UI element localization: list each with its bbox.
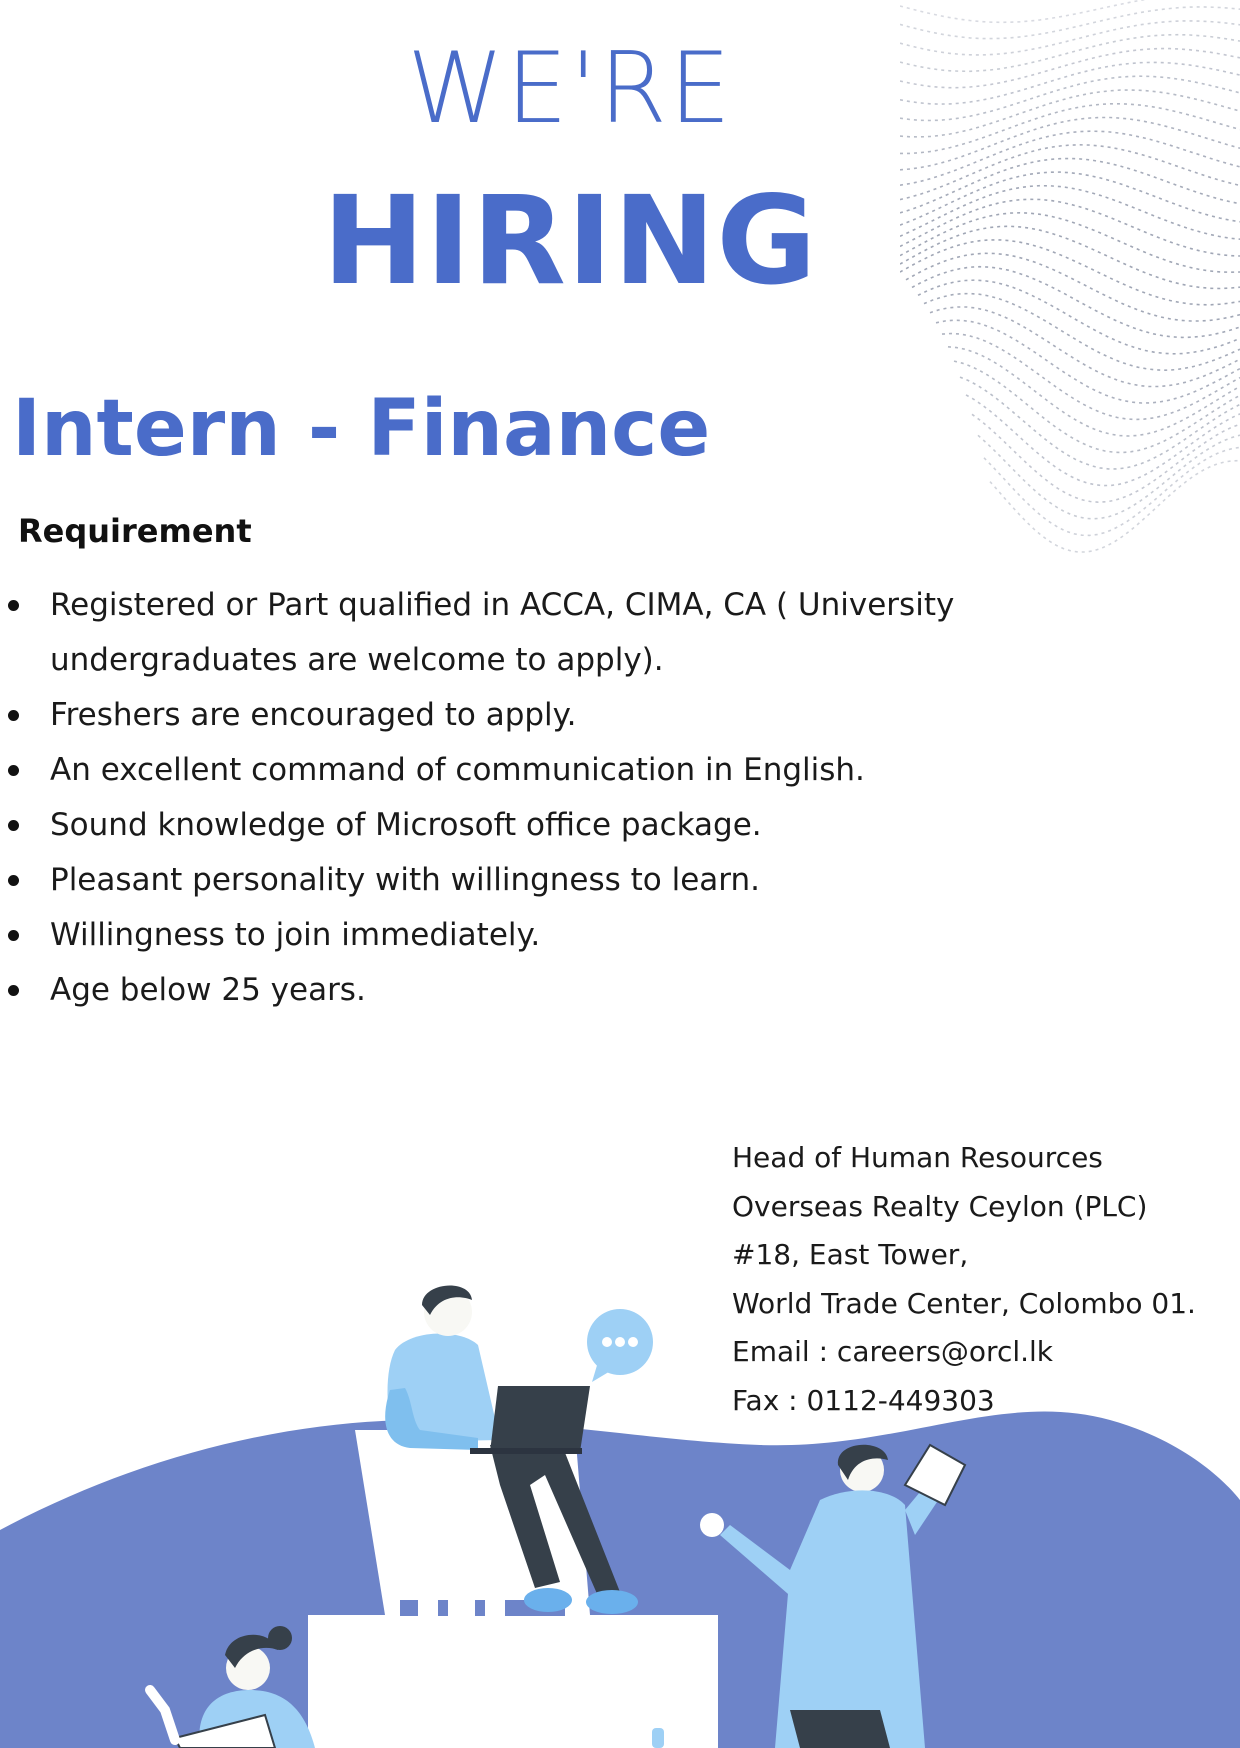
dotted-wave-line — [936, 320, 1240, 403]
requirement-text: Pleasant personality with willingness to learn. — [50, 862, 761, 898]
bullet-icon — [8, 765, 19, 776]
dotted-wave-line — [924, 294, 1240, 371]
requirement-item — [0, 853, 1000, 908]
dotted-wave-line — [972, 414, 1240, 502]
requirement-text: Sound knowledge of Microsoft office package. — [50, 807, 762, 843]
contact-email[interactable]: Email : careers@orcl.lk — [732, 1335, 1054, 1368]
bullet-icon — [8, 875, 19, 886]
requirement-item — [0, 963, 1000, 1018]
requirement-text: Age below 25 years. — [50, 972, 366, 1008]
bullet-icon — [8, 710, 19, 721]
requirement-text: Registered or Part qualified in ACCA, CIMA, CA ( University undergraduates are welcome to apply). — [50, 587, 955, 678]
contact-fax: Fax : 0112-449303 — [732, 1383, 995, 1417]
requirement-item — [0, 798, 1000, 853]
dotted-wave-line — [960, 377, 1240, 469]
requirement-item — [0, 743, 1000, 798]
requirements-list — [0, 578, 1000, 1018]
dotted-wave-line — [900, 131, 1240, 185]
requirement-item — [0, 578, 1000, 688]
headline-were: WE'RE — [407, 32, 733, 146]
dotted-wave-line — [930, 307, 1240, 387]
contact-block — [732, 1134, 1196, 1425]
dotted-wave-line — [966, 395, 1240, 486]
job-title: Intern - Finance — [12, 384, 711, 474]
contact-title: Head of Human Resources — [732, 1141, 1103, 1174]
contact-address-line2: World Trade Center, Colombo 01. — [732, 1286, 1196, 1320]
requirement-text: Freshers are encouraged to apply. — [50, 697, 577, 733]
dotted-wave-line — [900, 7, 1240, 39]
dotted-wave-line — [942, 334, 1240, 420]
headline-hiring: HIRING — [322, 170, 818, 312]
bullet-icon — [8, 820, 19, 831]
bullet-icon — [8, 600, 19, 611]
bullet-icon — [8, 930, 19, 941]
requirement-text: Willingness to join immediately. — [50, 917, 541, 953]
chat-bubble-icon — [587, 1309, 653, 1382]
requirement-item — [0, 908, 1000, 963]
contact-company: Overseas Realty Ceylon (PLC) — [732, 1189, 1148, 1223]
dotted-wave-line — [978, 435, 1240, 519]
requirement-item — [0, 688, 1000, 743]
dotted-wave-line — [984, 447, 1240, 535]
dotted-wave-line — [900, 0, 1240, 22]
dotted-wave-line — [990, 461, 1240, 552]
bullet-icon — [8, 985, 19, 996]
requirement-text: An excellent command of communication in English. — [50, 752, 865, 788]
requirements-heading: Requirement — [18, 512, 252, 550]
contact-address-line1: #18, East Tower, — [732, 1238, 969, 1271]
